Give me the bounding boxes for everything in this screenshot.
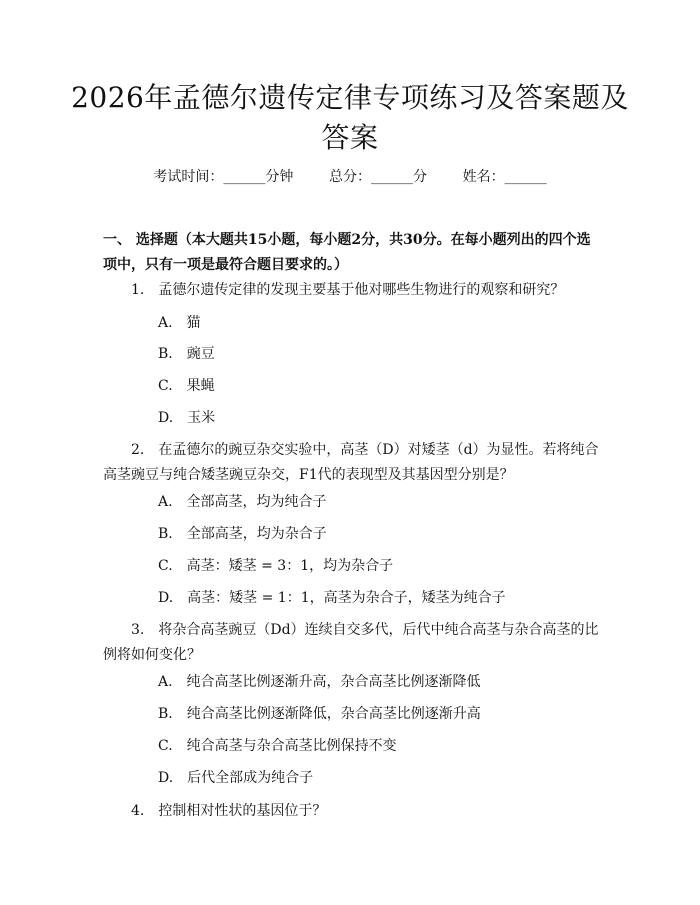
section-heading: 一、 选择题（本大题共15小题，每小题2分，共30分。在每小题列出的四个选项中，只有一项是最符合题目要求的。） [103,232,591,273]
total-score-field: 总分：______分 [329,169,427,185]
question-3-option-d: D. 后代全部成为纯合子 [158,770,314,786]
question-2-option-d: D. 高茎：矮茎 = 1：1，高茎为杂合子，矮茎为纯合子 [158,590,506,606]
name-field: 姓名：______ [462,169,547,185]
question-1-option-b: B. 豌豆 [158,346,215,362]
question-3-option-a: A. 纯合高茎比例逐渐升高，杂合高茎比例逐渐降低 [158,674,481,690]
page-title: 2026年孟德尔遗传定律专项练习及答案题及答案 [71,81,629,154]
question-3-stem: 3. 将杂合高茎豌豆（Dd）连续自交多代，后代中纯合高茎与杂合高茎的比例将如何变化？ [103,622,599,663]
exam-time-field: 考试时间：______分钟 [153,169,294,185]
question-2-option-c: C. 高茎：矮茎 = 3：1，均为杂合子 [158,558,394,574]
question-1-option-c: C. 果蝇 [158,378,215,394]
question-2-option-b: B. 全部高茎，均为杂合子 [158,526,327,542]
question-3-option-c: C. 纯合高茎与杂合高茎比例保持不变 [158,738,397,754]
question-3-option-b: B. 纯合高茎比例逐渐降低，杂合高茎比例逐渐升高 [158,706,481,722]
question-2-stem: 2. 在孟德尔的豌豆杂交实验中，高茎（D）对矮茎（d）为显性。若将纯合高茎豌豆与纯合矮茎豌豆杂交，F1代的表现型及其基因型分别是？ [103,442,599,483]
exam-info-line [0,166,700,188]
question-4-stem: 4. 控制相对性状的基因位于？ [131,803,327,819]
question-1-stem: 1. 孟德尔遗传定律的发现主要基于他对哪些生物进行的观察和研究？ [131,282,565,298]
question-1-option-a: A. 猫 [158,315,201,331]
question-1-option-d: D. 玉米 [158,410,216,426]
question-2-option-a: A. 全部高茎，均为纯合子 [158,494,327,510]
